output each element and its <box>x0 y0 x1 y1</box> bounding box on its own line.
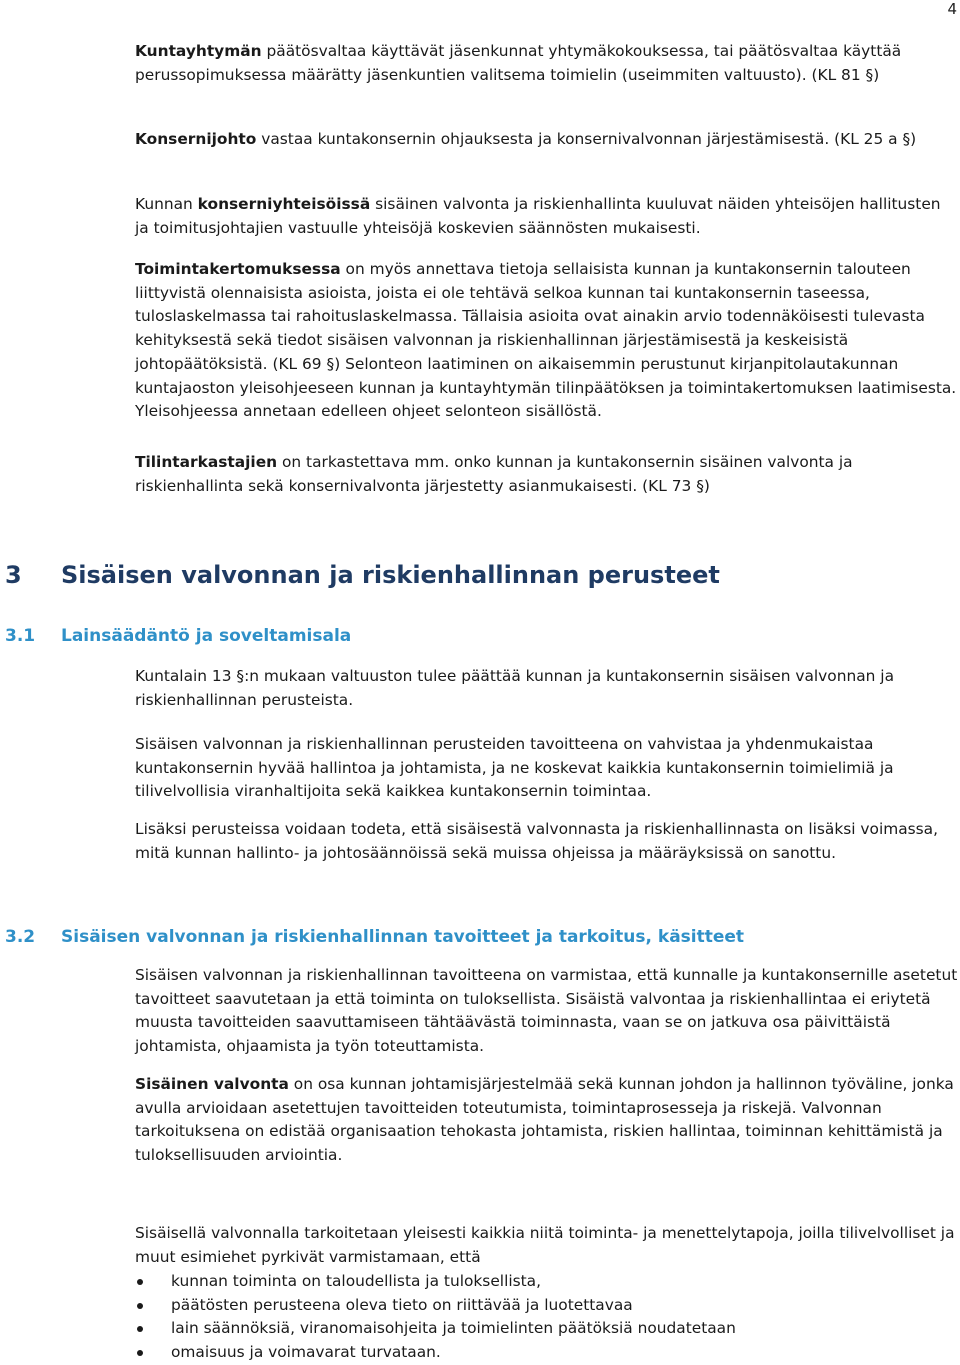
paragraph-text: päätösvaltaa käyttävät jäsenkunnat yhtymäkokouksessa, tai päätösvaltaa käyttää perussopimuksessa määrätty jäsenkuntien valitsema toimielin (useimmiten valtuusto). (KL 81 §) <box>135 42 902 84</box>
term-toimintakertomus: Toimintakertomuksessa <box>135 260 341 278</box>
section-title: Lainsäädäntö ja soveltamisala <box>61 626 352 646</box>
term-konsernijohto: Konsernijohto <box>135 130 257 148</box>
section-title: Sisäisen valvonnan ja riskienhallinnan perusteet <box>61 561 720 589</box>
list-item: kunnan toiminta on taloudellista ja tuloksellista, <box>135 1270 736 1294</box>
paragraph-tavoitteena: Sisäisen valvonnan ja riskienhallinnan tavoitteena on varmistaa, että kunnalle ja kuntakonsernille asetetut tavoitteet saavutetaan ja että toiminta on tuloksellista. Sisäistä valvontaa ja riskienhallintaa ei eriytetä muusta tavoitteiden saavuttamiseen tähtäävästä toiminnasta, vaan se on jatkuva osa päivittäistä johtamista, ohjaamista ja työn toteuttamista. <box>135 966 958 1056</box>
term-kuntayhtyma: Kuntayhtymän <box>135 42 262 60</box>
bullet-list <box>135 1270 736 1365</box>
list-item: omaisuus ja voimavarat turvataan. <box>135 1341 736 1365</box>
paragraph-tilintarkastajat <box>135 451 959 498</box>
section-number: 3.2 <box>5 927 36 947</box>
section-number: 3 <box>5 561 22 589</box>
term-sisainen-valvonta: Sisäinen valvonta <box>135 1075 289 1093</box>
paragraph-toimintakertomus <box>135 258 959 424</box>
paragraph-text: on myös annettava tietoja sellaisista kunnan ja kuntakonsernin talouteen liittyvistä olennaisista asioista, joista ei ole tehtävä selkoa kunnan tai kuntakonsernin taseessa, tuloslaskelmassa tai rahoituslaskelmassa. Tällaisia asioita ovat ainakin arvio todennäköisesti tulevasta kehityksestä sekä tiedot sisäisen valvonnan ja riskienhallinnan järjestämisestä ja keskeisistä johtopäätöksistä. (KL 69 §) Selonteon laatiminen on aikaisemmin perustunut kirjanpitolautakunnan kuntajaoston yleisohjeeseen kunnan ja kuntayhtymän tilinpäätöksen ja toimintakertomuksen laatimisesta. Yleisohjeessa annetaan edelleen ohjeet selonteon sisällöstä. <box>135 260 957 421</box>
paragraph-sisainen-valvonta <box>135 1073 959 1168</box>
paragraph-text: on tarkastettava mm. onko kunnan ja kuntakonsernin sisäinen valvonta ja riskienhallinta sekä konsernivalvonta järjestetty asianmukaisesti. (KL 73 §) <box>135 453 853 495</box>
section-title: Sisäisen valvonnan ja riskienhallinnan tavoitteet ja tarkoitus, käsitteet <box>61 927 745 947</box>
section-heading-3-2 <box>5 926 744 948</box>
paragraph-perusteet: Sisäisen valvonnan ja riskienhallinnan perusteiden tavoitteena on vahvistaa ja yhdenmukaistaa kuntakonsernin hyvää hallintoa ja johtamista, ja ne koskevat kaikkia kuntakonsernin toimielimiä ja tilivelvollisia viranhaltijoita sekä kaikkea kuntakonsernin toimintaa. <box>135 735 894 801</box>
paragraph-text: vastaa kuntakonsernin ohjauksesta ja konsernivalvonnan järjestämisestä. (KL 25 a §) <box>256 130 917 148</box>
paragraph-konserniyhteisot <box>135 193 959 240</box>
paragraph-konsernijohto <box>135 128 959 152</box>
section-number: 3.1 <box>5 626 36 646</box>
list-item: päätösten perusteena oleva tieto on riittävää ja luotettavaa <box>135 1294 736 1318</box>
paragraph-kuntalaki: Kuntalain 13 §:n mukaan valtuuston tulee päättää kunnan ja kuntakonsernin sisäisen valvonnan ja riskienhallinnan perusteista. <box>135 667 894 709</box>
paragraph-text: sisäinen valvonta ja riskienhallinta kuuluvat näiden yhteisöjen hallitusten ja toimitusjohtajien vastuulle yhteisöjä koskevien säännösten mukaisesti. <box>135 195 941 237</box>
paragraph-tarkoitetaan: Sisäisellä valvonnalla tarkoitetaan yleisesti kaikkia niitä toiminta- ja menettelytapoja, joilla tilivelvolliset ja muut esimiehet pyrkivät varmistamaan, että <box>135 1224 955 1266</box>
paragraph-text: on osa kunnan johtamisjärjestelmää sekä kunnan johdon ja hallinnon työväline, jonka avulla arvioidaan asetettujen tavoitteiden toteutumista, toimintaprosesseja ja riskejä. Valvonnan tarkoituksena on edistää organisaation tehokasta johtamista, riskien hallintaa, toiminnan kehittämistä ja tuloksellisuuden arviointia. <box>135 1075 954 1165</box>
section-heading-3-1 <box>5 625 351 647</box>
section-heading-3 <box>5 560 720 590</box>
paragraph-text: Kunnan <box>135 195 198 213</box>
list-item: lain säännöksiä, viranomaisohjeita ja toimielinten päätöksiä noudatetaan <box>135 1317 736 1341</box>
term-tilintarkastajat: Tilintarkastajien <box>135 453 278 471</box>
paragraph-kuntayhtyma <box>135 40 959 87</box>
page-number: 4 <box>947 0 957 18</box>
paragraph-lisaksi: Lisäksi perusteissa voidaan todeta, että sisäisestä valvonnasta ja riskienhallinnasta on lisäksi voimassa, mitä kunnan hallinto- ja johtosäännöissä sekä muissa ohjeissa ja määräyksissä on sanottu. <box>135 820 939 862</box>
term-konserniyhteisot: konserniyhteisöissä <box>197 195 371 213</box>
